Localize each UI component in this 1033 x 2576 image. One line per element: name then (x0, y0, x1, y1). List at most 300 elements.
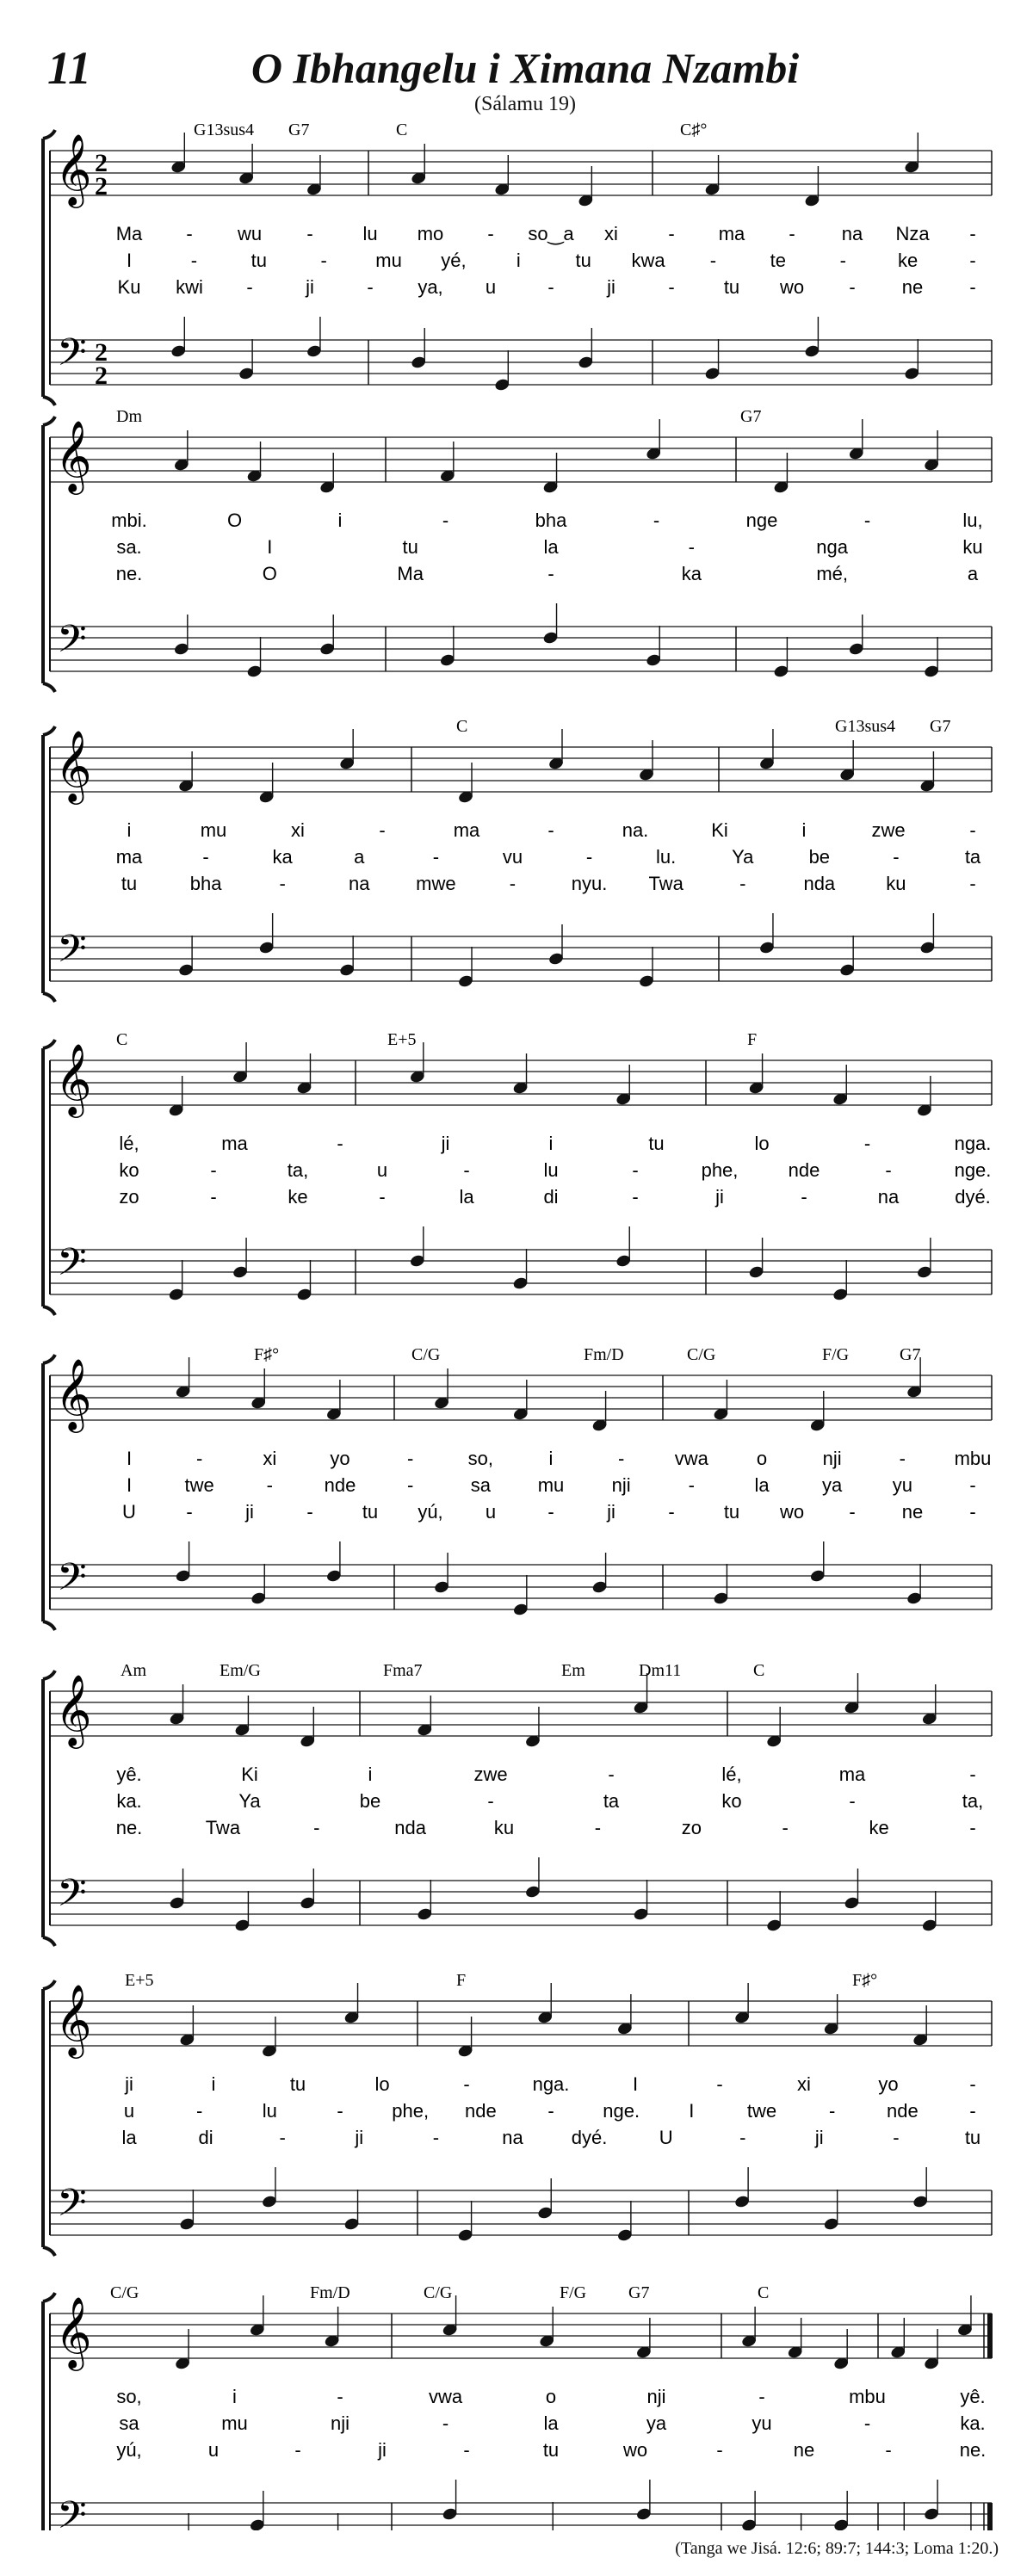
chord-symbol: E+5 (125, 1971, 154, 1990)
lyric-syllable: - (190, 250, 198, 271)
lyric-syllable: lu, (962, 510, 983, 531)
lyric-syllable: - (202, 846, 209, 868)
lyric-syllable: - (969, 276, 976, 298)
lyric-syllable: nji (330, 2412, 350, 2434)
treble-clef-icon: 𝄞 (55, 1357, 92, 1430)
lyric-syllable: dyé. (955, 1186, 991, 1208)
music-system (43, 1971, 992, 2256)
lyric-syllable: lu (362, 223, 378, 244)
lyric-syllable: - (196, 2100, 203, 2122)
chord-symbol: G13sus4 (194, 120, 255, 139)
lyric-syllable: ji (607, 276, 615, 298)
lyric-syllable: - (266, 1474, 273, 1496)
lyric-syllable: - (885, 2439, 892, 2461)
lyric-syllable: u (485, 1501, 497, 1523)
page-title: O Ibhangelu i Ximana Nzambi (251, 44, 800, 92)
bass-clef-icon: 𝄢 (57, 330, 87, 384)
lyric-syllable: nde (324, 1474, 356, 1496)
chord-symbol: F♯° (254, 1345, 280, 1364)
lyric-syllable: U (659, 2127, 673, 2148)
lyric-syllable: so‿a (528, 223, 574, 244)
bass-clef-icon: 𝄢 (57, 926, 87, 980)
lyric-syllable: nda (803, 873, 836, 894)
lyric-syllable: yú, (116, 2439, 142, 2461)
lyric-syllable: ma (453, 819, 480, 841)
lyric-syllable: - (863, 510, 871, 531)
lyric-syllable: - (547, 276, 554, 298)
lyric-syllable: ku (886, 873, 906, 894)
lyric-syllable: - (969, 250, 976, 271)
lyric-syllable: - (716, 2439, 723, 2461)
lyric-syllable: - (863, 1133, 871, 1154)
bass-clef-icon: 𝄢 (57, 616, 87, 670)
lyric-syllable: ku (962, 536, 983, 558)
lyric-syllable: - (829, 2100, 836, 2122)
lyric-syllable: nji (646, 2386, 666, 2407)
lyric-syllable: - (306, 223, 313, 244)
lyric-syllable: mbi. (111, 510, 147, 531)
lyric-syllable: ma (838, 1764, 866, 1785)
bass-clef-icon: 𝄢 (57, 2180, 87, 2234)
lyric-syllable: mu (221, 2412, 248, 2434)
lyric-syllable: - (186, 1501, 193, 1523)
lyric-syllable: zwe (871, 819, 906, 841)
lyric-syllable: ya (646, 2412, 667, 2434)
lyric-syllable: - (849, 276, 856, 298)
lyric-syllable: - (969, 1501, 976, 1523)
lyric-syllable: - (789, 223, 795, 244)
lyric-syllable: i (211, 2073, 216, 2095)
lyric-syllable: vu (502, 846, 523, 868)
treble-staff (50, 437, 992, 482)
lyric-syllable: i (127, 819, 132, 841)
lyric-syllable: ne. (115, 1817, 143, 1838)
lyric-syllable: - (442, 510, 449, 531)
lyric-syllable: - (849, 1790, 856, 1812)
lyric-syllable: tu (723, 1501, 740, 1523)
lyric-syllable: te (770, 250, 787, 271)
lyric-syllable: ma (718, 223, 745, 244)
lyric-syllable: ta (964, 846, 981, 868)
chord-symbol: G13sus4 (835, 717, 896, 736)
lyric-syllable: i (801, 819, 807, 841)
lyric-syllable: bha (189, 873, 222, 894)
chord-symbol: C (753, 1661, 765, 1680)
lyric-syllable: wo (622, 2439, 648, 2461)
chord-symbol: Dm (116, 407, 142, 426)
bass-staff (50, 936, 992, 981)
lyric-syllable: - (320, 250, 327, 271)
lyric-syllable: - (688, 536, 695, 558)
treble-clef-icon: 𝄞 (55, 1042, 92, 1115)
lyric-syllable: nge (745, 510, 778, 531)
chord-symbol: G7 (740, 407, 762, 426)
lyric-syllable: - (210, 1186, 217, 1208)
chord-symbol: C/G (424, 2283, 453, 2302)
chord-symbol: F/G (560, 2283, 587, 2302)
lyric-syllable: i (516, 250, 521, 271)
lyric-syllable: yo (878, 2073, 899, 2095)
lyric-syllable: wo (779, 276, 805, 298)
chord-symbol: Fma7 (383, 1661, 423, 1680)
lyric-syllable: yé, (441, 250, 467, 271)
lyric-syllable: lé, (721, 1764, 742, 1785)
chord-symbol: Dm11 (639, 1661, 682, 1680)
lyric-syllable: so, (116, 2386, 142, 2407)
chord-symbol: C (758, 2283, 770, 2302)
lyric-syllable: ka. (116, 1790, 142, 1812)
treble-clef-icon: 𝄞 (55, 419, 92, 491)
lyric-syllable: sa (119, 2412, 139, 2434)
lyric-syllable: - (432, 2127, 440, 2148)
lyric-syllable: di (543, 1186, 559, 1208)
lyric-syllable: - (969, 1764, 976, 1785)
lyric-syllable: i (337, 510, 343, 531)
lyric-syllable: tu (402, 536, 418, 558)
lyric-syllable: nde (886, 2100, 919, 2122)
lyric-syllable: nga. (532, 2073, 570, 2095)
lyric-syllable: mbu (954, 1448, 992, 1469)
bass-clef-icon: 𝄢 (57, 2493, 87, 2530)
lyric-syllable: na (349, 873, 370, 894)
lyric-syllable: ka. (960, 2412, 986, 2434)
lyric-syllable: ta (603, 1790, 620, 1812)
lyric-syllable: U (122, 1501, 136, 1523)
lyric-syllable: ji (306, 276, 314, 298)
lyric-syllable: lo (374, 2073, 390, 2095)
lyric-syllable: - (186, 223, 193, 244)
lyric-syllable: na. (622, 819, 649, 841)
lyric-syllable: kwi (176, 276, 203, 298)
lyric-syllable: dyé. (571, 2127, 608, 2148)
scripture-references: (Tanga we Jisá. 12:6; 89:7; 144:3; Loma 1:20.) (675, 2539, 999, 2558)
lyric-syllable: mé, (816, 563, 849, 584)
time-signature-bottom: 2 (95, 172, 108, 201)
lyric-syllable: o (756, 1448, 768, 1469)
lyric-syllable: ji (607, 1501, 615, 1523)
lyric-syllable: - (632, 1159, 639, 1181)
lyric-syllable: - (709, 250, 717, 271)
lyric-syllable: xi (291, 819, 305, 841)
chord-symbol: F/G (822, 1345, 850, 1364)
lyric-syllable: ne (901, 1501, 924, 1523)
lyric-syllable: mu (375, 250, 402, 271)
lyric-syllable: - (379, 1186, 386, 1208)
lyric-syllable: tu (289, 2073, 306, 2095)
lyric-syllable: nde (788, 1159, 820, 1181)
lyric-syllable: - (688, 1474, 695, 1496)
lyric-syllable: - (432, 846, 440, 868)
treble-clef-icon: 𝄞 (55, 729, 92, 801)
treble-staff (50, 151, 992, 195)
lyric-syllable: a (967, 563, 979, 584)
lyric-syllable: - (653, 510, 660, 531)
lyric-syllable: - (337, 2386, 343, 2407)
lyric-syllable: - (969, 1474, 976, 1496)
lyric-syllable: be (808, 846, 831, 868)
lyric-syllable: phe, (392, 2100, 430, 2122)
lyric-syllable: la (754, 1474, 770, 1496)
lyric-syllable: - (668, 223, 675, 244)
lyric-syllable: nji (611, 1474, 631, 1496)
music-system (43, 1030, 992, 1315)
lyric-syllable: mwe (416, 873, 456, 894)
lyric-syllable: Ku (117, 276, 141, 298)
lyric-syllable: - (632, 1186, 639, 1208)
lyric-syllable: - (279, 2127, 286, 2148)
lyric-syllable: la (121, 2127, 137, 2148)
lyric-syllable: I (126, 1474, 133, 1496)
lyric-syllable: - (668, 276, 675, 298)
lyric-syllable: Ma (115, 223, 143, 244)
lyric-syllable: - (969, 223, 976, 244)
lyric-syllable: be (359, 1790, 381, 1812)
lyric-syllable: la (543, 536, 559, 558)
bass-clef-icon: 𝄢 (57, 1239, 87, 1294)
lyric-syllable: - (547, 1501, 554, 1523)
lyric-syllable: Ma (397, 563, 424, 584)
lyric-syllable: I (267, 536, 273, 558)
lyric-syllable: - (313, 1817, 320, 1838)
lyric-syllable: tu (964, 2127, 981, 2148)
chord-symbol: C/G (687, 1345, 716, 1364)
lyric-syllable: phe, (701, 1159, 739, 1181)
lyric-syllable: Ya (238, 1790, 261, 1812)
chord-symbol: F♯° (852, 1971, 878, 1990)
lyric-syllable: nda (394, 1817, 427, 1838)
lyric-syllable: zo (119, 1186, 139, 1208)
lyric-syllable: - (594, 1817, 602, 1838)
lyric-syllable: - (849, 1501, 856, 1523)
chord-symbol: G7 (930, 717, 951, 736)
lyric-syllable: tu (575, 250, 591, 271)
lyric-syllable: la (543, 2412, 559, 2434)
lyric-syllable: na (841, 223, 863, 244)
lyric-syllable: la (459, 1186, 474, 1208)
lyric-syllable: nji (822, 1448, 842, 1469)
chord-symbol: C (456, 717, 468, 736)
chord-symbol: Am (121, 1661, 146, 1680)
lyric-syllable: twe (746, 2100, 777, 2122)
lyric-syllable: ne. (959, 2439, 987, 2461)
lyric-syllable: nge. (603, 2100, 640, 2122)
lyric-syllable: xi (604, 223, 618, 244)
lyric-syllable: - (337, 2100, 343, 2122)
lyric-syllable: - (306, 1501, 313, 1523)
music-system (43, 120, 992, 405)
lyric-syllable: nde (464, 2100, 497, 2122)
lyric-syllable: zwe (473, 1764, 508, 1785)
lyric-syllable: - (246, 276, 253, 298)
chord-symbol: G7 (628, 2283, 650, 2302)
chord-symbol: C (116, 1030, 128, 1049)
lyric-syllable: - (969, 2073, 976, 2095)
lyric-syllable: i (368, 1764, 373, 1785)
music-system (43, 1661, 992, 1946)
lyric-syllable: - (716, 2073, 723, 2095)
lyric-syllable: - (442, 2412, 449, 2434)
chord-symbol: C/G (411, 1345, 441, 1364)
treble-clef-icon: 𝄞 (55, 133, 92, 205)
lyric-syllable: - (758, 2386, 765, 2407)
lyric-syllable: - (407, 1448, 414, 1469)
lyric-syllable: - (463, 2073, 470, 2095)
music-system (43, 717, 992, 1002)
lyric-syllable: - (509, 873, 516, 894)
lyric-syllable: - (893, 846, 900, 868)
lyric-syllable: ji (715, 1186, 724, 1208)
lyric-syllable: xi (797, 2073, 811, 2095)
page-number: 11 (47, 42, 92, 94)
lyric-syllable: - (863, 2412, 871, 2434)
lyric-syllable: O (226, 510, 243, 531)
lyric-syllable: ta, (962, 1790, 984, 1812)
lyric-syllable: o (545, 2386, 557, 2407)
chord-symbol: C♯° (680, 120, 708, 139)
bass-staff (50, 2190, 992, 2235)
lyric-syllable: a (354, 846, 365, 868)
lyric-syllable: i (232, 2386, 237, 2407)
lyric-syllable: kwa (631, 250, 665, 271)
lyric-syllable: u (485, 276, 497, 298)
bass-clef-icon: 𝄢 (57, 1870, 87, 1924)
lyric-syllable: yo (330, 1448, 350, 1469)
lyric-syllable: xi (263, 1448, 277, 1469)
lyric-syllable: tu (648, 1133, 665, 1154)
lyric-syllable: I (126, 1448, 133, 1469)
lyric-syllable: - (196, 1448, 203, 1469)
lyric-syllable: ne. (115, 563, 143, 584)
chord-symbol: Em/G (220, 1661, 261, 1680)
lyric-syllable: ku (493, 1817, 515, 1838)
time-signature-top: 2 (95, 338, 108, 367)
lyric-syllable: na (502, 2127, 523, 2148)
lyric-syllable: ma (221, 1133, 248, 1154)
lyric-syllable: - (294, 2439, 301, 2461)
lyric-syllable: Ya (732, 846, 754, 868)
lyric-syllable: lé, (119, 1133, 139, 1154)
page-subtitle: (Sálamu 19) (474, 93, 576, 115)
lyric-syllable: - (668, 1501, 675, 1523)
lyric-syllable: - (279, 873, 286, 894)
music-system (43, 407, 992, 692)
lyric-syllable: nga. (954, 1133, 992, 1154)
lyric-syllable: tu (121, 873, 138, 894)
lyric-syllable: mu (537, 1474, 565, 1496)
lyric-syllable: Ki (711, 819, 728, 841)
lyric-syllable: Ki (241, 1764, 258, 1785)
lyric-syllable: - (839, 250, 846, 271)
bass-clef-icon: 𝄢 (57, 1554, 87, 1609)
music-system (43, 1345, 992, 1630)
lyric-syllable: - (547, 819, 554, 841)
lyric-syllable: u (123, 2100, 135, 2122)
bass-staff (50, 2503, 992, 2530)
lyric-syllable: ka (272, 846, 293, 868)
lyric-syllable: O (262, 563, 277, 584)
lyric-syllable: mbu (849, 2386, 886, 2407)
lyric-syllable: ji (125, 2073, 133, 2095)
chord-symbol: G7 (288, 120, 310, 139)
lyric-syllable: ko (119, 1159, 139, 1181)
lyric-syllable: yê. (116, 1764, 142, 1785)
lyric-syllable: Twa (205, 1817, 241, 1838)
lyric-syllable: yu (752, 2412, 772, 2434)
lyric-syllable: - (487, 1790, 494, 1812)
chord-symbol: Fm/D (310, 2283, 350, 2302)
lyric-syllable: wu (237, 223, 263, 244)
lyric-syllable: - (585, 846, 593, 868)
lyric-syllable: - (367, 276, 374, 298)
lyric-syllable: vwa (428, 2386, 463, 2407)
lyric-syllable: u (376, 1159, 388, 1181)
lyric-syllable: lu. (656, 846, 677, 868)
lyric-syllable: - (463, 2439, 470, 2461)
lyric-syllable: sa. (116, 536, 142, 558)
lyric-syllable: wo (779, 1501, 805, 1523)
lyric-syllable: - (801, 1186, 807, 1208)
chord-symbol: Em (561, 1661, 585, 1680)
lyric-syllable: - (210, 1159, 217, 1181)
lyric-syllable: tu (251, 250, 267, 271)
lyric-syllable: nge. (954, 1159, 992, 1181)
music-system (43, 2283, 992, 2530)
lyric-syllable: - (547, 2100, 554, 2122)
lyric-syllable: bha (535, 510, 567, 531)
lyric-syllable: - (899, 1448, 906, 1469)
lyric-syllable: ko (721, 1790, 742, 1812)
lyric-syllable: tu (542, 2439, 560, 2461)
lyric-syllable: - (547, 563, 554, 584)
lyric-syllable: i (548, 1448, 554, 1469)
treble-clef-icon: 𝄞 (55, 2295, 92, 2368)
lyric-syllable: - (407, 1474, 414, 1496)
lyric-syllable: ya, (418, 276, 443, 298)
chord-symbol: F (456, 1971, 467, 1990)
chord-symbol: C (396, 120, 408, 139)
lyric-syllable: yê. (960, 2386, 986, 2407)
lyric-syllable: - (969, 2100, 976, 2122)
lyric-syllable: ji (814, 2127, 824, 2148)
lyric-syllable: ta, (287, 1159, 309, 1181)
lyric-syllable: ji (441, 1133, 450, 1154)
chord-symbol: F (747, 1030, 758, 1049)
time-signature-bottom: 2 (95, 361, 108, 390)
lyric-syllable: - (893, 2127, 900, 2148)
lyric-syllable: ne (793, 2439, 815, 2461)
lyric-syllable: u (207, 2439, 220, 2461)
lyric-syllable: ke (869, 1817, 889, 1838)
lyric-syllable: I (689, 2100, 695, 2122)
lyric-syllable: lu (262, 2100, 277, 2122)
lyric-syllable: so, (467, 1448, 494, 1469)
lyric-syllable: - (885, 1159, 892, 1181)
lyric-syllable: mo (417, 223, 444, 244)
lyric-syllable: - (337, 1133, 343, 1154)
lyric-syllable: nyu. (571, 873, 608, 894)
lyric-syllable: ke (897, 250, 919, 271)
lyric-syllable: - (739, 2127, 746, 2148)
lyric-syllable: na (877, 1186, 900, 1208)
lyric-syllable: - (487, 223, 494, 244)
lyric-syllable: lu (543, 1159, 559, 1181)
lyric-syllable: ji (378, 2439, 387, 2461)
lyric-syllable: vwa (674, 1448, 708, 1469)
lyric-syllable: zo (681, 1817, 702, 1838)
chord-symbol: E+5 (387, 1030, 417, 1049)
lyric-syllable: - (618, 1448, 625, 1469)
lyric-syllable: Twa (648, 873, 684, 894)
